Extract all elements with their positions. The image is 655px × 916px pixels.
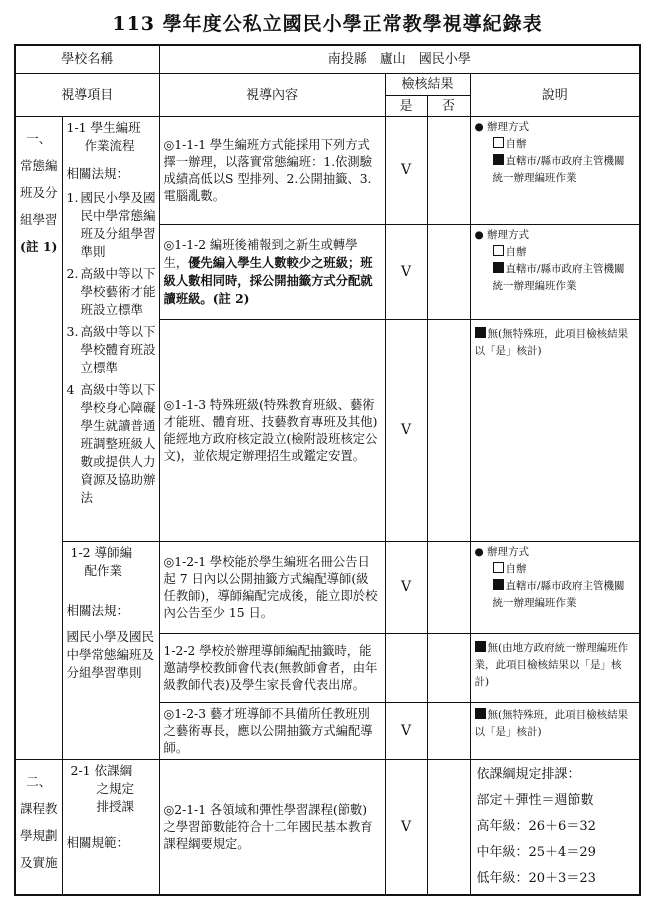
checkbox-icon <box>493 245 504 256</box>
header-yes: 是 <box>385 96 427 117</box>
sub-item-1-1: 1-1 學生編班 作業流程 相關法規： 1. 國民小學及國民中學常態編班及分組學習準則 2. 高級中等以下學校藝術才能班設立標準 3. 高級中等以下學校體育班設立標準 4 高級中等以下學校身心障礙學生就讀普通班調整班級人數或提供人力資源及協助辦法 <box>62 117 159 542</box>
check-no-1-2-3 <box>427 703 470 760</box>
check-no-1-2-1 <box>427 542 470 634</box>
explain-1-2-2: 無(由地方政府統一辦理編班作業，此項目檢核結果以「是」核計) <box>470 634 640 703</box>
page-title: 113 學年度公私立國民小學正常教學視導紀錄表 <box>112 13 543 35</box>
content-1-1-2: ◎1-1-2 編班後補報到之新生或轉學生，優先編入學生人數較少之班級；班級人數相同時，採公開抽籤方式分配就讀班級。(註 2) <box>159 225 385 320</box>
section2-category: 二、 課程教 學規劃 及實施 <box>15 760 62 896</box>
check-yes-1-1-3: V <box>385 320 427 542</box>
header-no: 否 <box>427 96 470 117</box>
checked-box-icon <box>475 708 486 719</box>
school-name-label: 學校名稱 <box>15 45 159 74</box>
explain-1-2-1: ● 辦理方式 自辦 直轄市/縣市政府主管機關統一辦理編班作業 <box>470 542 640 634</box>
content-1-2-1: ◎1-2-1 學校能於學生編班名冊公告日起 7 日內以公開抽籤方式編配導師(級任教師)，導師編配完成後，能立即於校內公告至少 15 日。 <box>159 542 385 634</box>
header-content: 視導內容 <box>159 74 385 117</box>
check-yes-1-2-2 <box>385 634 427 703</box>
sub-item-1-2: 1-2 導師編 配作業 相關法規： 國民小學及國民中學常態編班及分組學習準則 <box>62 542 159 760</box>
section1-category: 一、 常態編 班及分 組學習 (註 1) <box>15 117 62 760</box>
checked-box-icon <box>493 262 504 273</box>
checked-box-icon <box>493 579 504 590</box>
header-explain: 說明 <box>470 74 640 117</box>
inspection-table <box>14 44 641 896</box>
check-yes-1-2-3: V <box>385 703 427 760</box>
law-list: 1. 國民小學及國民中學常態編班及分組學習準則 2. 高級中等以下學校藝術才能班設立標準 3. 高級中等以下學校體育班設立標準 4 高級中等以下學校身心障礙學生就讀普通班調整班級人數或提供人力資源及協助辦法 <box>66 190 156 505</box>
check-no-1-1-1 <box>427 117 470 225</box>
content-1-2-2: 1-2-2 學校於辦理導師編配抽籤時，能邀請學校教師會代表(無教師會者，由年級教師代表)及學生家長會代表出席。 <box>159 634 385 703</box>
content-1-1-3: ◎1-1-3 特殊班級(特殊教育班級、藝術才能班、體育班、技藝教育專班及其他)能經地方政府核定設立(檢附設班核定公文)，並依規定辦理招生或鑑定安置。 <box>159 320 385 542</box>
checked-box-icon <box>475 641 486 652</box>
checkbox-icon <box>493 562 504 573</box>
content-1-2-3: ◎1-2-3 藝才班導師不具備所任教班別之藝術專長，應以公開抽籤方式編配導師。 <box>159 703 385 760</box>
checked-box-icon <box>475 327 486 338</box>
content-1-1-1: ◎1-1-1 學生編班方式能採用下列方式擇一辦理，以落實常態編班：1.依測驗成績高低以S 型排列、2.公開抽籤、3.電腦亂數。 <box>159 117 385 225</box>
check-yes-1-2-1: V <box>385 542 427 634</box>
check-no-1-1-2 <box>427 225 470 320</box>
sub-item-2-1: 2-1 依課綱 之規定 排授課 相關規範： <box>62 760 159 896</box>
school-name-value: 南投縣 廬山 國民小學 <box>159 45 640 74</box>
checked-box-icon <box>493 154 504 165</box>
checkbox-icon <box>493 137 504 148</box>
check-no-1-2-2 <box>427 634 470 703</box>
check-no-1-1-3 <box>427 320 470 542</box>
header-item: 視導項目 <box>15 74 159 117</box>
explain-2-1-1: 依課綱規定排課： 部定＋彈性＝週節數 高年級：26＋6＝32 中年級：25＋4＝29 低年級：20＋3＝23 <box>470 760 640 896</box>
content-2-1-1: ◎2-1-1 各領域和彈性學習課程(節數)之學習節數能符合十二年國民基本教育課程綱要規定。 <box>159 760 385 896</box>
check-yes-2-1-1: V <box>385 760 427 896</box>
explain-1-1-2: ● 辦理方式 自辦 直轄市/縣市政府主管機關統一辦理編班作業 <box>470 225 640 320</box>
explain-1-2-3: 無(無特殊班，此項目檢核結果以「是」核計) <box>470 703 640 760</box>
explain-1-1-3: 無(無特殊班，此項目檢核結果以「是」核計) <box>470 320 640 542</box>
check-yes-1-1-2: V <box>385 225 427 320</box>
explain-1-1-1: ● 辦理方式 自辦 直轄市/縣市政府主管機關統一辦理編班作業 <box>470 117 640 225</box>
check-yes-1-1-1: V <box>385 117 427 225</box>
header-result: 檢核結果 <box>385 74 470 96</box>
check-no-2-1-1 <box>427 760 470 896</box>
